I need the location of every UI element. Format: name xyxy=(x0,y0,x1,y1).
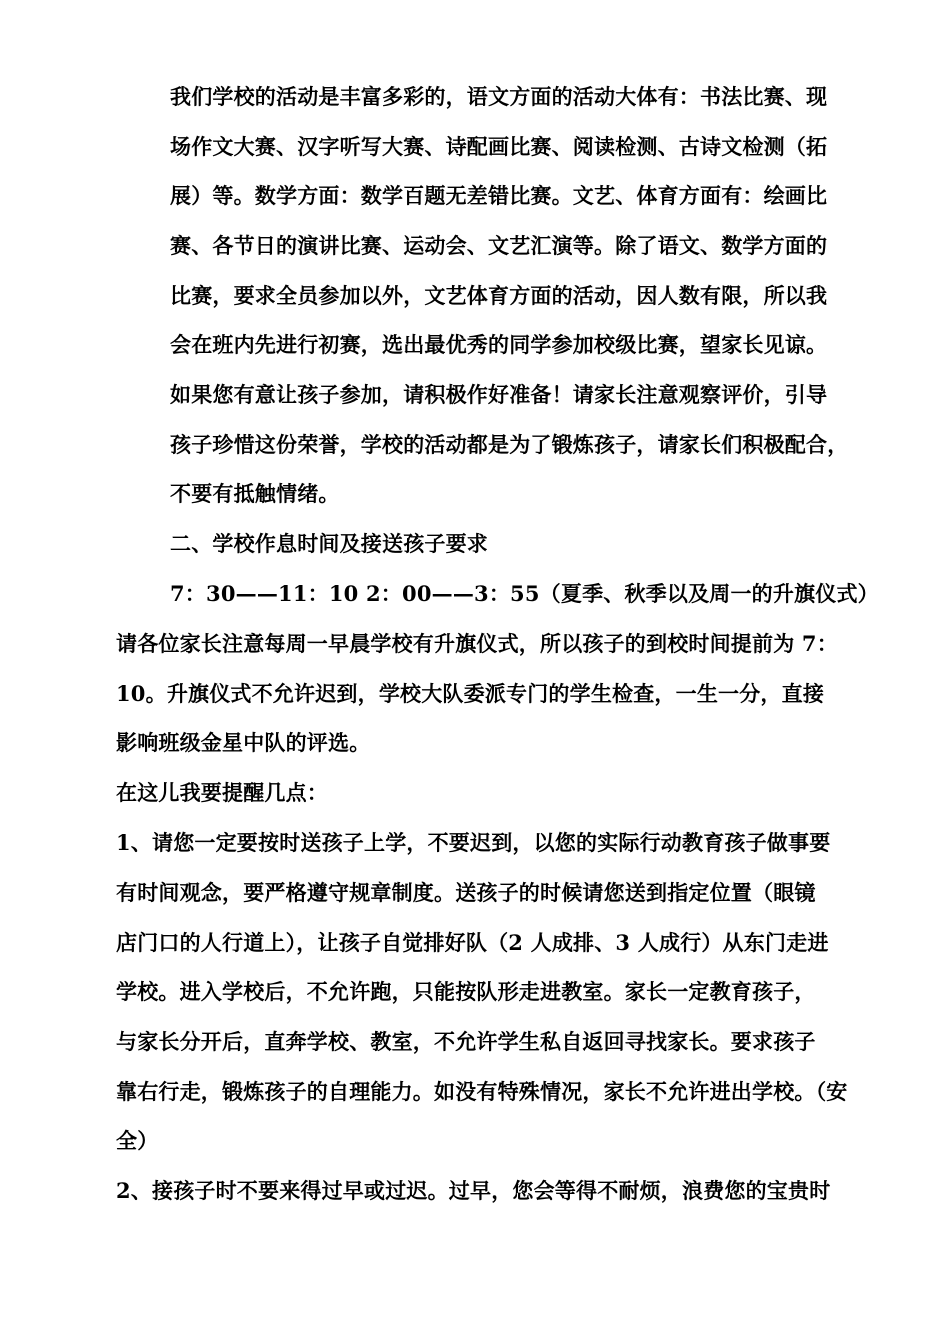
paragraph-line: 10。升旗仪式不允许迟到，学校大队委派专门的学生检查，一生一分，直接 xyxy=(116,681,825,706)
list-item-line: 与家长分开后，直奔学校、教室，不允许学生私自返回寻找家长。要求孩子 xyxy=(116,1029,816,1054)
list-item-line: 学校。进入学校后，不允许跑，只能按队形走进教室。家长一定教育孩子， xyxy=(116,979,816,1004)
paragraph-line: 我们学校的活动是丰富多彩的，语文方面的活动大体有：书法比赛、现 xyxy=(170,84,828,109)
paragraph-line: 会在班内先进行初赛，选出最优秀的同学参加校级比赛，望家长见谅。 xyxy=(170,332,828,357)
paragraph-line: 展）等。数学方面：数学百题无差错比赛。文艺、体育方面有：绘画比 xyxy=(170,183,828,208)
list-item-line: 2、接孩子时不要来得过早或过迟。过早，您会等得不耐烦，浪费您的宝贵时 xyxy=(116,1178,831,1203)
list-item-line: 店门口的人行道上），让孩子自觉排好队（2 人成排、3 人成行）从东门走进 xyxy=(116,930,829,955)
paragraph-line: 比赛，要求全员参加以外，文艺体育方面的活动，因人数有限，所以我 xyxy=(170,283,828,308)
section-heading: 二、学校作息时间及接送孩子要求 xyxy=(170,531,488,556)
schedule-line: 7：30——11：10 2：00——3：55（夏季、秋季以及周一的升旗仪式） xyxy=(170,581,879,606)
paragraph-line: 赛、各节日的演讲比赛、运动会、文艺汇演等。除了语文、数学方面的 xyxy=(170,233,828,258)
paragraph-line: 如果您有意让孩子参加，请积极作好准备！请家长注意观察评价，引导 xyxy=(170,382,828,407)
paragraph-line: 不要有抵触情绪。 xyxy=(170,481,340,506)
paragraph-line: 孩子珍惜这份荣誉，学校的活动都是为了锻炼孩子，请家长们积极配合， xyxy=(170,432,849,457)
list-item-line: 1、请您一定要按时送孩子上学，不要迟到，以您的实际行动教育孩子做事要 xyxy=(116,830,831,855)
list-item-line: 有时间观念，要严格遵守规章制度。送孩子的时候请您送到指定位置（眼镜 xyxy=(116,880,816,905)
paragraph-line: 影响班级金星中队的评选。 xyxy=(116,730,371,755)
paragraph-line: 场作文大赛、汉字听写大赛、诗配画比赛、阅读检测、古诗文检测（拓 xyxy=(170,134,828,159)
list-item-line: 靠右行走，锻炼孩子的自理能力。如没有特殊情况，家长不允许进出学校。（安 xyxy=(116,1079,848,1104)
list-item-line: 全） xyxy=(116,1128,159,1153)
paragraph-line: 请各位家长注意每周一早晨学校有升旗仪式，所以孩子的到校时间提前为 7： xyxy=(116,631,838,656)
paragraph-line: 在这儿我要提醒几点： xyxy=(116,780,328,805)
